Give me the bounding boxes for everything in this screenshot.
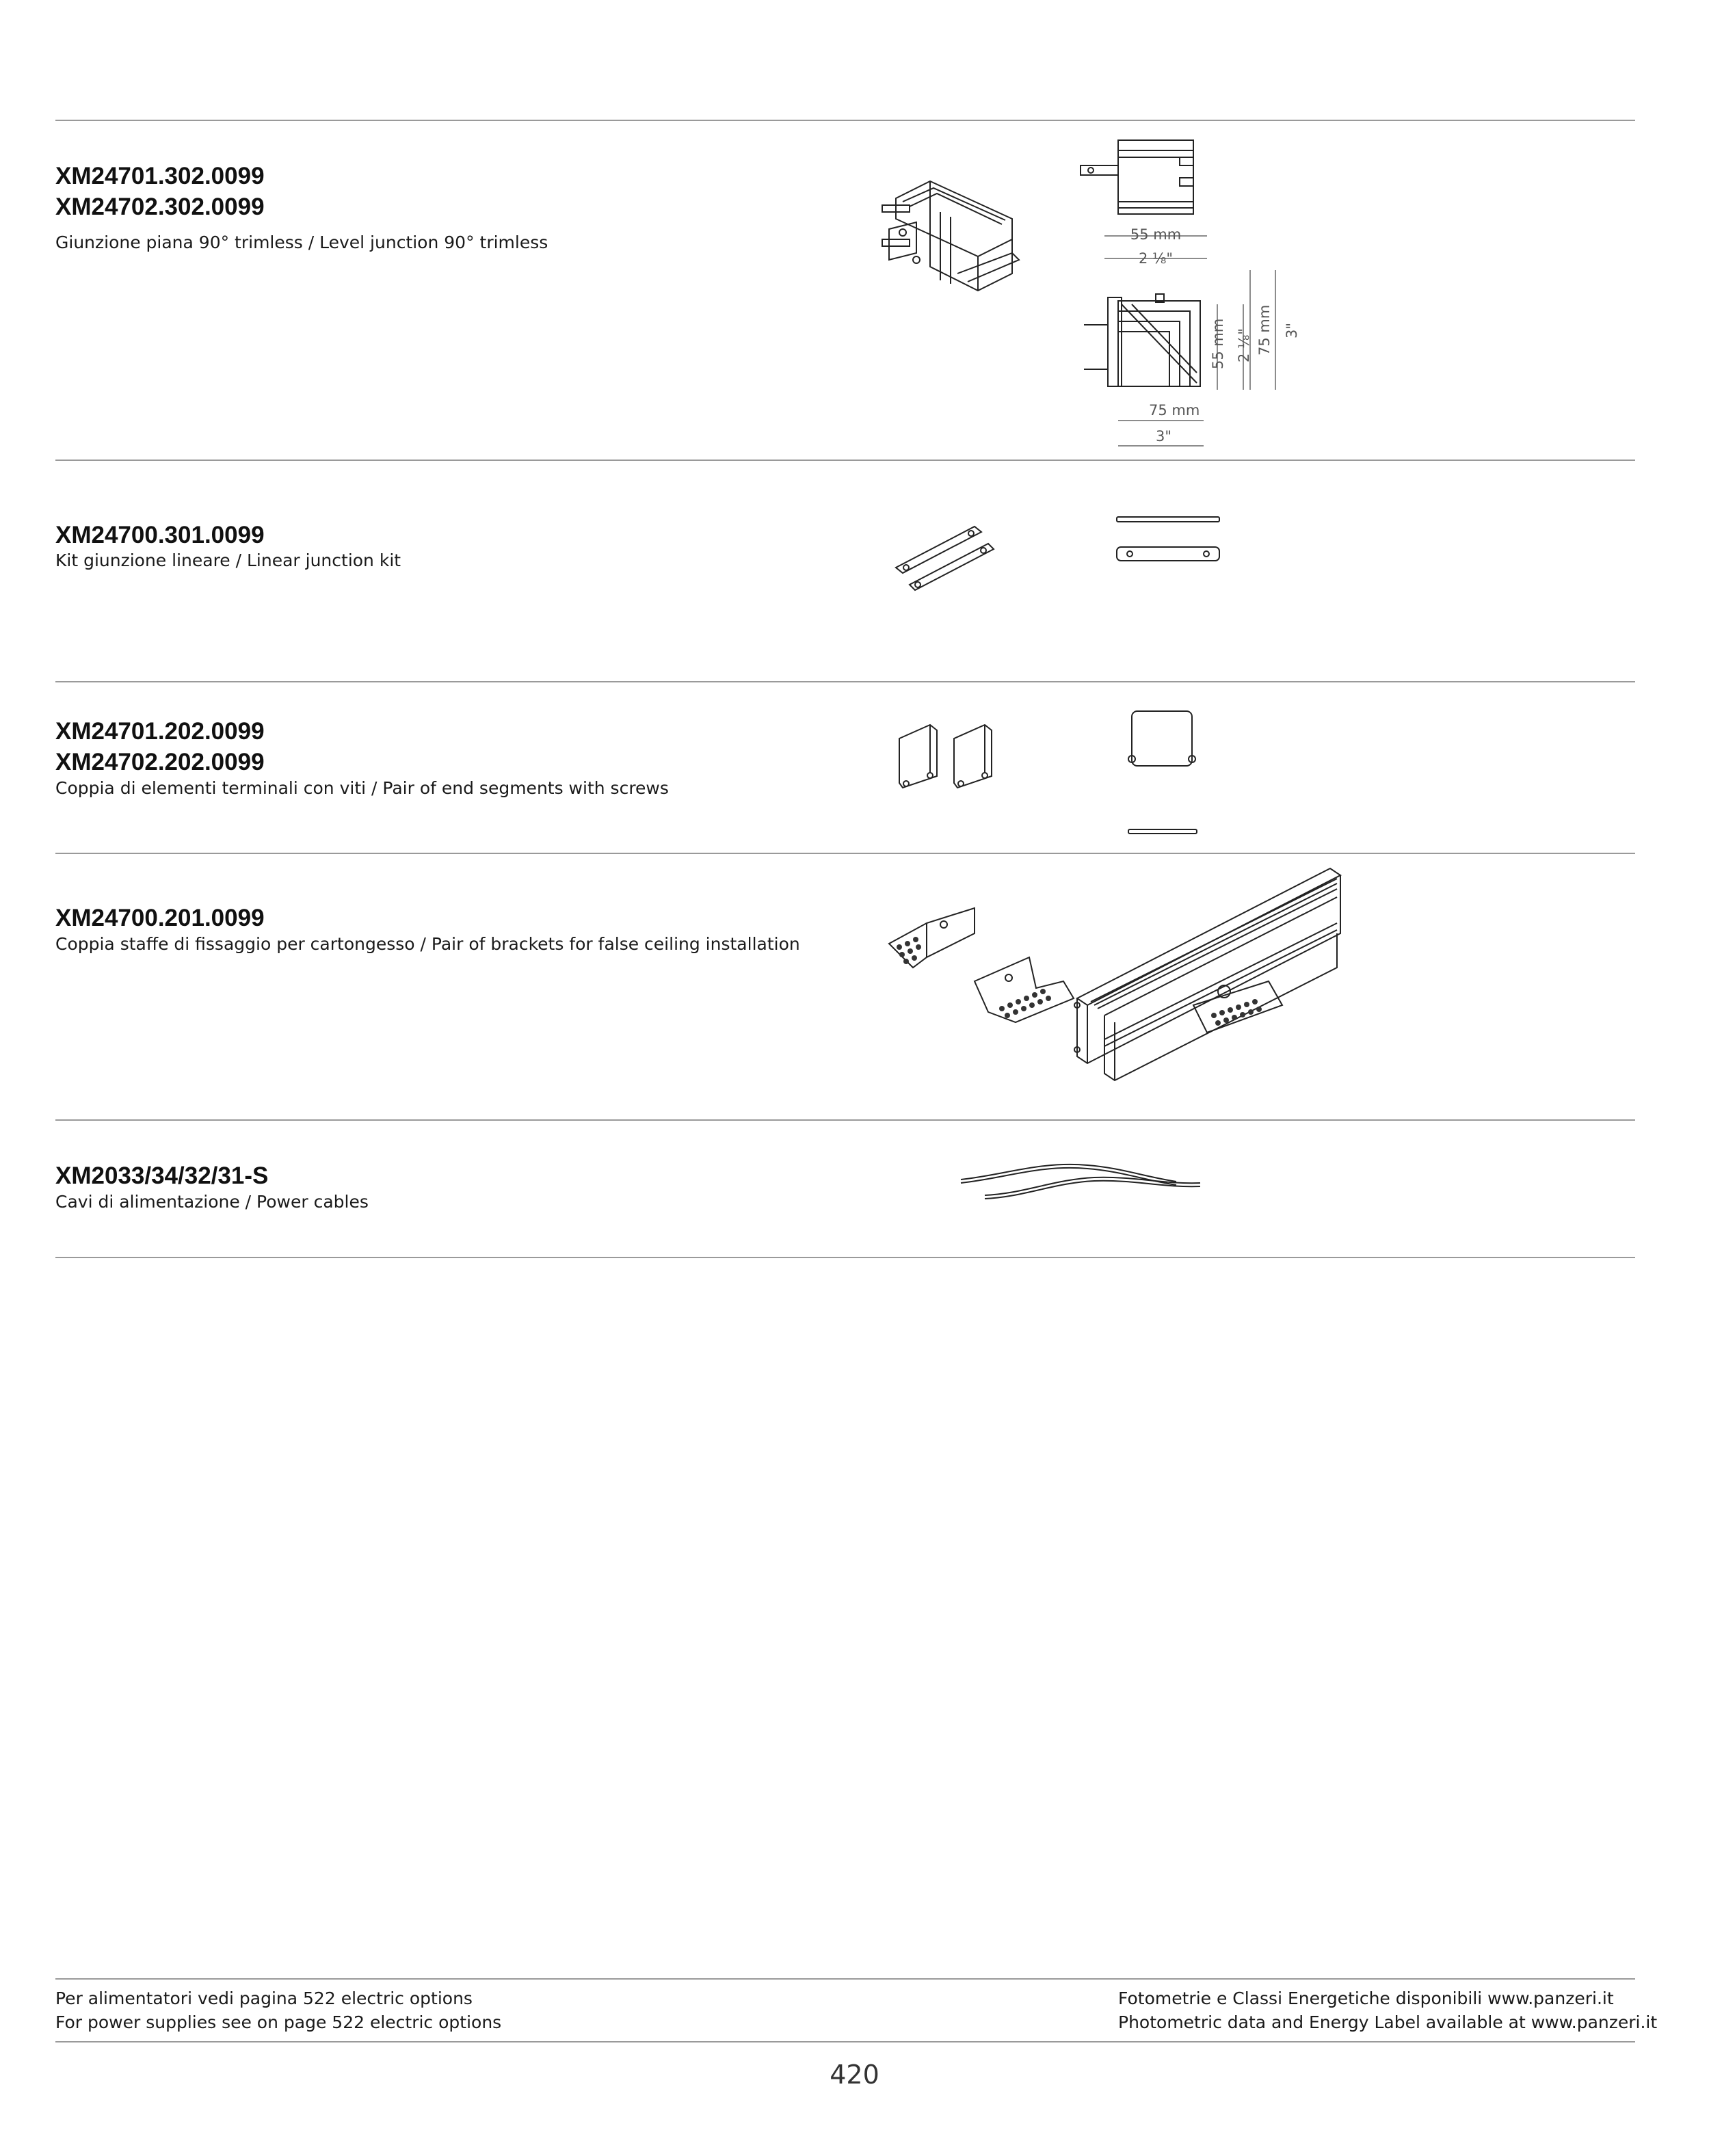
footer-divider xyxy=(55,2041,1635,2042)
product-code: XM24702.302.0099 xyxy=(55,194,265,220)
linear-junction-kit-side-drawing xyxy=(1115,513,1224,568)
level-junction-perspective-illustration xyxy=(875,171,1039,301)
section-divider xyxy=(55,120,1635,121)
level-junction-top-view-drawing xyxy=(1077,137,1221,267)
footer-note-left xyxy=(55,1986,501,2034)
dimension-label: 2 ⅛" xyxy=(1138,250,1174,267)
section-divider xyxy=(55,460,1635,461)
end-segment-front-drawing xyxy=(1122,708,1204,844)
product-description: Kit giunzione lineare / Linear junction kit xyxy=(55,550,401,570)
product-description: Coppia staffe di fissaggio per cartongesso / Pair of brackets for false ceiling installation xyxy=(55,934,800,954)
linear-junction-kit-perspective-illustration xyxy=(892,520,995,595)
dimension-label: 75 mm xyxy=(1256,304,1273,356)
level-junction-plan-view-drawing xyxy=(1081,294,1313,451)
page-number: 420 xyxy=(830,2060,879,2090)
product-code: XM2033/34/32/31-S xyxy=(55,1162,269,1189)
power-cables-illustration xyxy=(957,1156,1204,1203)
section-divider xyxy=(55,681,1635,682)
product-description: Coppia di elementi terminali con viti / Pair of end segments with screws xyxy=(55,778,669,798)
dimension-label: 75 mm xyxy=(1149,402,1200,418)
product-code: XM24701.302.0099 xyxy=(55,163,265,189)
footer-text: For power supplies see on page 522 electric options xyxy=(55,2012,502,2032)
footer-text: Photometric data and Energy Label available at www.panzeri.it xyxy=(1118,2012,1658,2032)
product-description: Giunzione piana 90° trimless / Level junction 90° trimless xyxy=(55,232,548,252)
product-description: Cavi di alimentazione / Power cables xyxy=(55,1192,369,1212)
product-code: XM24700.201.0099 xyxy=(55,905,265,931)
dimension-label: 55 mm xyxy=(1210,318,1226,369)
product-code: XM24700.301.0099 xyxy=(55,522,265,548)
section-divider xyxy=(55,853,1635,854)
footer-text: Fotometrie e Classi Energetiche disponibili www.panzeri.it xyxy=(1118,1988,1614,2008)
dimension-label: 55 mm xyxy=(1130,226,1182,243)
end-segments-perspective-illustration xyxy=(892,718,1002,793)
footer-note-right xyxy=(1118,1986,1657,2034)
section-divider xyxy=(55,1257,1635,1258)
dimension-label: 2 ⅛" xyxy=(1236,328,1252,362)
footer-divider xyxy=(55,1978,1635,1980)
dimension-label: 3" xyxy=(1156,428,1172,444)
section-divider xyxy=(55,1119,1635,1121)
false-ceiling-brackets-illustration xyxy=(886,868,1344,1101)
product-code: XM24702.202.0099 xyxy=(55,749,265,775)
dimension-label: 3" xyxy=(1284,322,1300,338)
product-code: XM24701.202.0099 xyxy=(55,718,265,745)
footer-text: Per alimentatori vedi pagina 522 electric options xyxy=(55,1988,473,2008)
